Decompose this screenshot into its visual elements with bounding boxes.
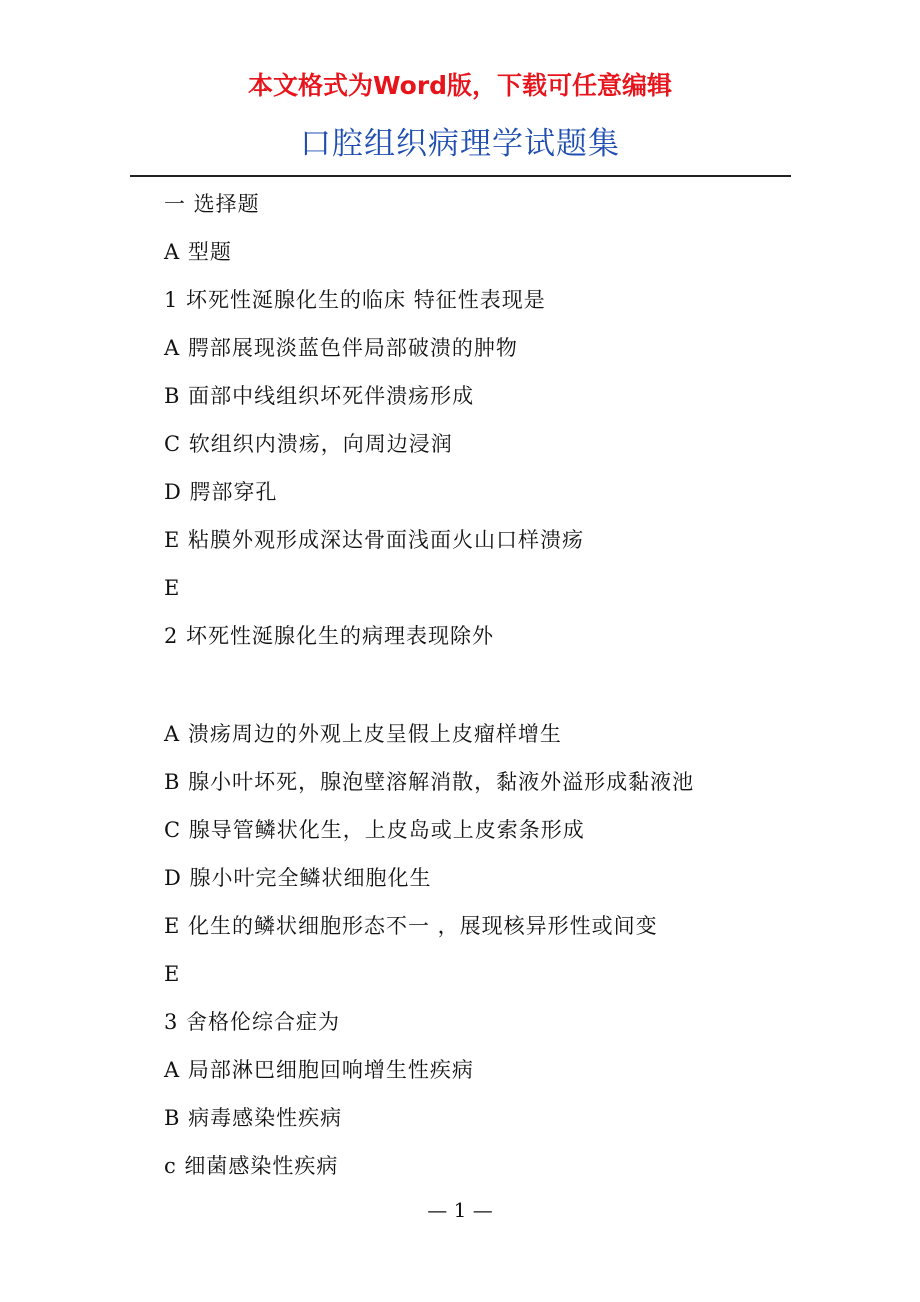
question-1-option-a: A 腭部展现淡蓝色伴局部破溃的肿物 bbox=[164, 336, 518, 360]
question-3-option-c: c 细菌感染性疾病 bbox=[164, 1154, 339, 1178]
question-type-heading: A 型题 bbox=[164, 240, 232, 264]
document-title: 口腔组织病理学试题集 bbox=[300, 126, 620, 162]
question-3-option-b: B 病毒感染性疾病 bbox=[164, 1106, 343, 1130]
question-3: 3 舍格伦综合症为 bbox=[164, 1010, 341, 1034]
question-1-option-d: D 腭部穿孔 bbox=[164, 480, 278, 504]
question-2: 2 坏死性涎腺化生的病理表现除外 bbox=[164, 624, 495, 648]
question-1-answer: E bbox=[164, 576, 181, 600]
title-divider bbox=[130, 175, 791, 177]
section-heading: 一 选择题 bbox=[164, 192, 260, 216]
question-2-option-c: C 腺导管鳞状化生，上皮岛或上皮索条形成 bbox=[164, 818, 585, 842]
question-1-option-e: E 粘膜外观形成深达骨面浅面火山口样溃疡 bbox=[164, 528, 585, 552]
question-2-option-d: D 腺小叶完全鳞状细胞化生 bbox=[164, 866, 432, 890]
question-3-option-a: A 局部淋巴细胞回响增生性疾病 bbox=[164, 1058, 474, 1082]
question-1-option-b: B 面部中线组织坏死伴溃疡形成 bbox=[164, 384, 475, 408]
question-1-option-c: C 软组织内溃疡，向周边浸润 bbox=[164, 432, 453, 456]
page-number: — 1 — bbox=[427, 1198, 493, 1222]
question-2-option-e: E 化生的鳞状细胞形态不一 ，展现核异形性或间变 bbox=[164, 914, 658, 938]
question-2-option-b: B 腺小叶坏死，腺泡壁溶解消散，黏液外溢形成黏液池 bbox=[164, 770, 695, 794]
question-2-answer: E bbox=[164, 962, 181, 986]
word-format-notice: 本文格式为Word版，下载可任意编辑 bbox=[247, 71, 673, 100]
question-2-option-a: A 溃疡周边的外观上皮呈假上皮瘤样增生 bbox=[164, 722, 562, 746]
question-1: 1 坏死性涎腺化生的临床 特征性表现是 bbox=[164, 288, 546, 312]
